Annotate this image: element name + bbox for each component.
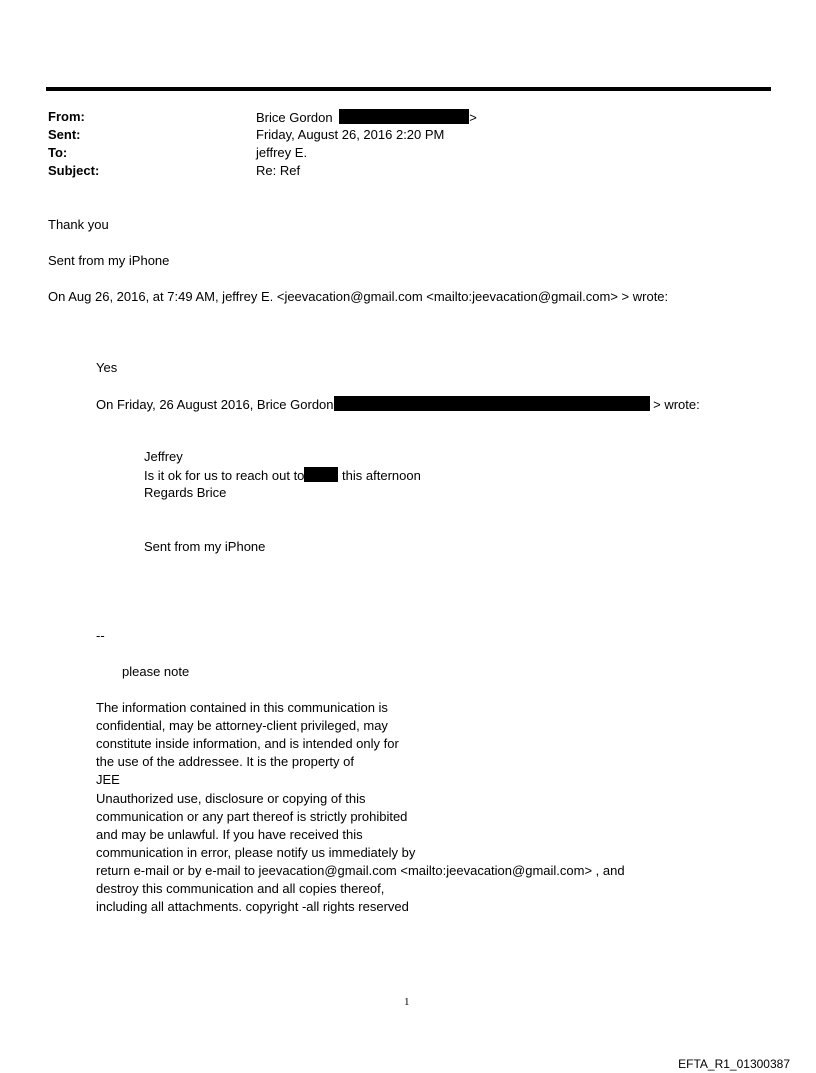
to-label: To: [48,145,68,160]
sent-label: Sent: [48,127,81,142]
inner-sent-from-text: Sent from my iPhone [144,539,266,554]
inner-line-1: Jeffrey [144,449,183,464]
from-value [256,109,477,125]
disclaimer-line: The information contained in this communication is [96,700,388,715]
disclaimer-line: and may be unlawful. If you have received this [96,826,363,842]
redaction-box [339,109,469,124]
subject-value: Re: Ref [256,163,301,178]
disclaimer-line: Unauthorized use, disclosure or copying of this [96,790,366,806]
to-value: jeffrey E. [256,145,308,160]
disclaimer-line: communication in error, please notify us immediately by [96,844,416,860]
disclaimer-line: destroy this communication and all copies thereof, [96,881,385,896]
please-note-text: please note [122,664,190,679]
disclaimer-line: constitute inside information, and is intended only for [96,736,399,752]
inner-line-3: Regards Brice [144,485,227,500]
sent-from-text: Sent from my iPhone [48,253,170,268]
quote2-prefix: On Friday, 26 August 2016, Brice Gordon [96,397,334,412]
redaction-box [334,396,650,411]
disclaimer-line: communication or any part thereof is strictly prohibited [96,808,408,824]
inner-line-2 [144,467,421,483]
subject-label: Subject: [48,163,100,178]
inner-line-2-suffix: this afternoon [342,468,421,483]
disclaimer-line: confidential, may be attorney-client privileged, may [96,718,388,734]
redaction-box [304,467,338,482]
sent-value: Friday, August 26, 2016 2:20 PM [256,127,445,142]
disclaimer-line: return e-mail or by e-mail to jeevacation@gmail.com <mailto:jeevacation@gmail.com> , and [96,862,625,878]
thank-you-text: Thank you [48,217,109,232]
quote2-line [96,396,700,412]
quote2-suffix: > wrote: [653,397,700,412]
inner-line-2-prefix: Is it ok for us to reach out to [144,468,305,483]
reply-yes-text: Yes [96,360,118,375]
quote-intro-text: On Aug 26, 2016, at 7:49 AM, jeffrey E. <jeevacation@gmail.com <mailto:jeevacation@gmail.com> > wrote: [48,289,669,304]
signature-dash: -- [96,628,105,643]
header-rule [46,87,771,91]
from-label: From: [48,109,85,124]
from-name: Brice Gordon [256,110,333,125]
from-suffix: > [469,110,477,125]
disclaimer-line: the use of the addressee. It is the property of [96,754,354,770]
page-number: 1 [404,996,410,1008]
document-id: EFTA_R1_01300387 [678,1057,790,1071]
disclaimer-line: JEE [96,772,120,788]
disclaimer-line: including all attachments. copyright -all rights reserved [96,899,409,915]
